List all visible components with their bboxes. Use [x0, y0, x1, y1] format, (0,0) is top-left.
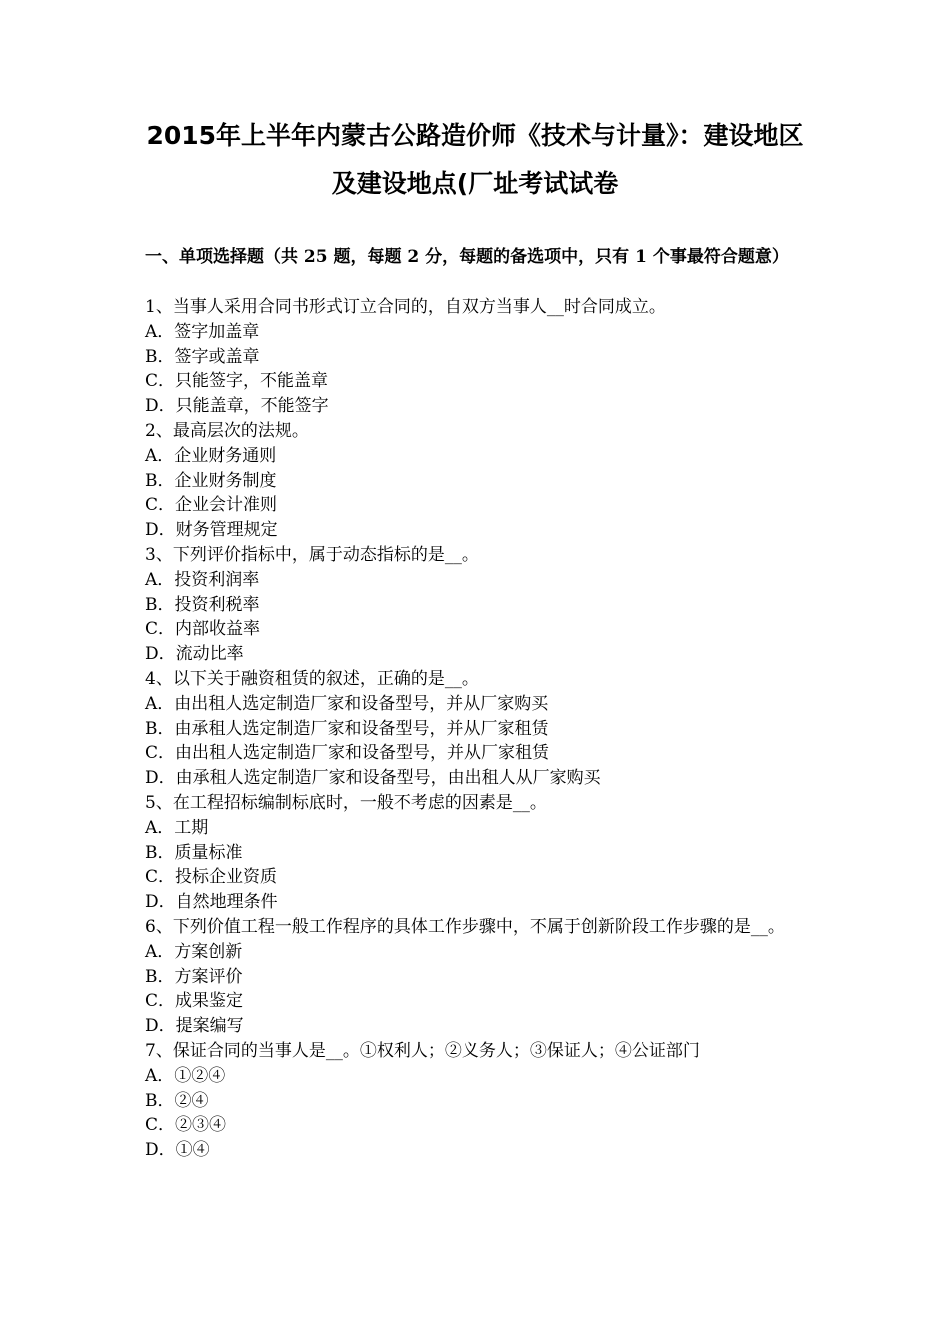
- option-b: B．投资利税率: [145, 594, 260, 615]
- option-d: D．由承租人选定制造厂家和设备型号，由出租人从厂家购买: [145, 768, 601, 789]
- option-d: D．财务管理规定: [145, 520, 278, 541]
- option-c: C．内部收益率: [145, 619, 261, 640]
- question-4: [145, 667, 810, 791]
- question-list: [145, 295, 810, 1163]
- option-b: B．签字或盖章: [145, 346, 260, 367]
- question-6: [145, 915, 810, 1039]
- option-b: B．质量标准: [145, 842, 243, 863]
- option-c: C．由出租人选定制造厂家和设备型号，并从厂家租赁: [145, 743, 550, 764]
- option-c: C．投标企业资质: [145, 867, 278, 888]
- option-d: D．①④: [145, 1140, 210, 1161]
- option-b: B．②④: [145, 1090, 209, 1111]
- question-stem: 6、下列价值工程一般工作程序的具体工作步骤中，不属于创新阶段工作步骤的是__。: [145, 916, 785, 937]
- question-stem: 3、下列评价指标中，属于动态指标的是__。: [145, 544, 479, 565]
- option-a: A．方案创新: [145, 941, 243, 962]
- option-b: B．企业财务制度: [145, 470, 277, 491]
- option-c: C．②③④: [145, 1115, 227, 1136]
- option-d: D．流动比率: [145, 644, 244, 665]
- option-d: D．只能盖章，不能签字: [145, 396, 329, 417]
- question-1: [145, 295, 810, 419]
- option-a: A．投资利润率: [145, 569, 260, 590]
- question-stem: 4、以下关于融资租赁的叙述，正确的是__。: [145, 668, 479, 689]
- question-stem: 1、当事人采用合同书形式订立合同的，自双方当事人__时合同成立。: [145, 297, 666, 317]
- question-stem: 2、最高层次的法规。: [145, 420, 309, 441]
- title-line-2: 及建设地点(厂址考试试卷: [331, 169, 619, 198]
- section-header: 一、单项选择题（共 25 题，每题 2 分，每题的备选项中，只有 1 个事最符合题意）: [145, 247, 789, 267]
- option-a: A．由出租人选定制造厂家和设备型号，并从厂家购买: [145, 693, 549, 714]
- option-b: B．由承租人选定制造厂家和设备型号，并从厂家租赁: [145, 718, 549, 739]
- question-7: [145, 1039, 810, 1163]
- question-stem: 5、在工程招标编制标底时，一般不考虑的因素是__。: [145, 792, 547, 813]
- question-5: [145, 791, 810, 915]
- option-c: C．企业会计准则: [145, 495, 278, 516]
- option-c: C．只能签字，不能盖章: [145, 371, 329, 392]
- option-d: D．提案编写: [145, 1016, 244, 1037]
- option-b: B．方案评价: [145, 966, 243, 987]
- title-line-1: 2015年上半年内蒙古公路造价师《技术与计量》：建设地区: [146, 121, 804, 150]
- document-title: [140, 112, 810, 208]
- option-d: D．自然地理条件: [145, 892, 278, 913]
- question-stem: 7、保证合同的当事人是__。①权利人；②义务人；③保证人；④公证部门: [145, 1040, 700, 1061]
- option-a: A．工期: [145, 817, 209, 838]
- question-2: [145, 419, 810, 543]
- option-a: A．企业财务通则: [145, 445, 277, 466]
- question-3: [145, 543, 810, 667]
- option-a: A．签字加盖章: [145, 321, 260, 342]
- option-a: A．①②④: [145, 1065, 226, 1086]
- option-c: C．成果鉴定: [145, 991, 244, 1012]
